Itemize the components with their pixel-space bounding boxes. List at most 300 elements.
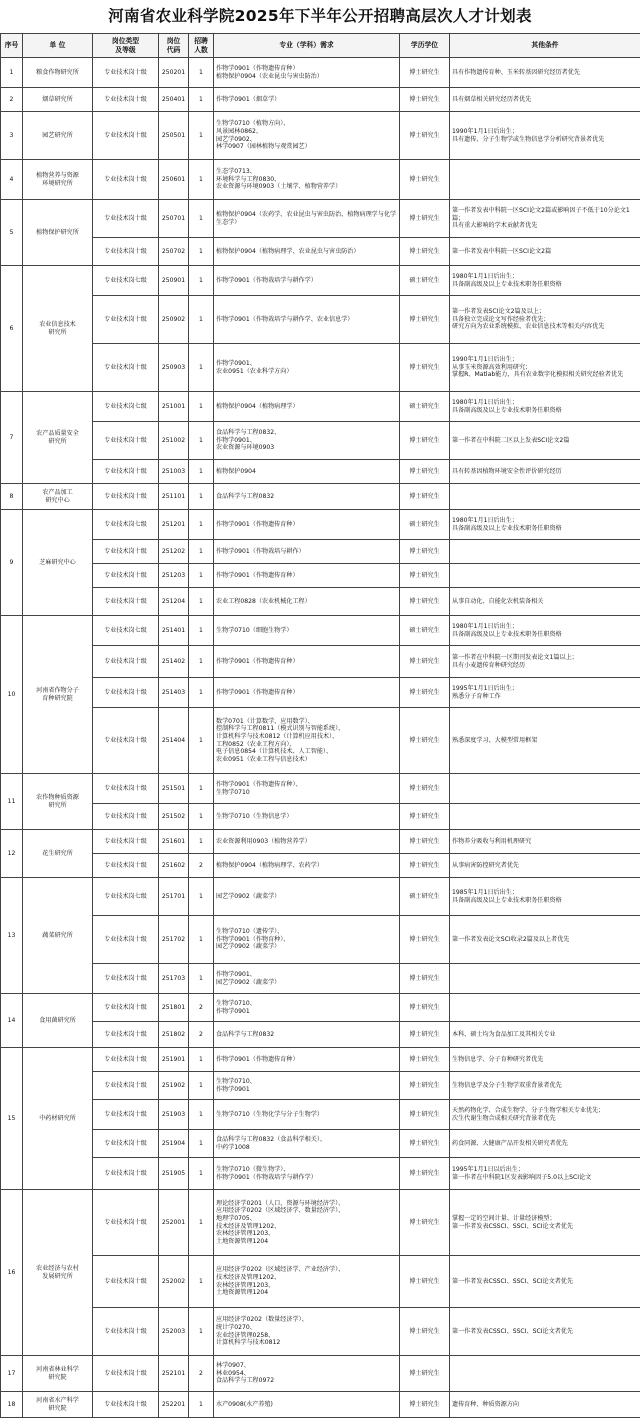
hire-count: 1 bbox=[189, 1130, 214, 1158]
hire-count: 1 bbox=[189, 88, 214, 112]
position-type: 专业技术岗十级 bbox=[93, 344, 159, 392]
hire-count: 1 bbox=[189, 646, 214, 678]
position-type: 专业技术岗七级 bbox=[93, 392, 159, 422]
hire-count: 1 bbox=[189, 238, 214, 266]
degree-requirement: 博士研究生 bbox=[400, 830, 450, 854]
other-conditions: 第一作者在中科院二区以上发表SCI论文2篇 bbox=[450, 422, 640, 460]
degree-requirement: 博士研究生 bbox=[400, 1072, 450, 1100]
table-row bbox=[1, 540, 640, 564]
unit-name: 农业经济与农村 发展研究所 bbox=[23, 1190, 93, 1356]
major-requirement: 作物学0901、 园艺学0902（蔬菜学） bbox=[214, 964, 400, 994]
degree-requirement: 博士研究生 bbox=[400, 344, 450, 392]
row-number: 8 bbox=[1, 484, 23, 510]
other-conditions: 1980年1月1日后出生； 具备副高级及以上专业技术职务任职资格 bbox=[450, 616, 640, 646]
position-type: 专业技术岗十级 bbox=[93, 540, 159, 564]
major-requirement: 食品科学与工程0832 bbox=[214, 484, 400, 510]
position-type: 专业技术岗十级 bbox=[93, 916, 159, 964]
row-number: 11 bbox=[1, 774, 23, 830]
major-requirement: 农业工程0828（农业机械化工程） bbox=[214, 588, 400, 616]
position-code: 250903 bbox=[159, 344, 189, 392]
degree-requirement: 博士研究生 bbox=[400, 804, 450, 830]
position-type: 专业技术岗十级 bbox=[93, 422, 159, 460]
table-row bbox=[1, 1100, 640, 1130]
table-row bbox=[1, 804, 640, 830]
other-conditions bbox=[450, 484, 640, 510]
other-conditions bbox=[450, 540, 640, 564]
table-row bbox=[1, 1022, 640, 1048]
position-type: 专业技术岗十级 bbox=[93, 994, 159, 1022]
major-requirement: 食品科学与工程0832（食品科学相关）、 中药学1008 bbox=[214, 1130, 400, 1158]
position-type: 专业技术岗十级 bbox=[93, 1356, 159, 1392]
other-conditions: 第一作者发表中科院一区SCI论文2篇或影响因子不低于10分论文1篇； 具有重大影响的学术贡献者优先 bbox=[450, 200, 640, 238]
position-type: 专业技术岗十级 bbox=[93, 708, 159, 774]
unit-name: 农作物种质资源 研究所 bbox=[23, 774, 93, 830]
table-row bbox=[1, 422, 640, 460]
position-type: 专业技术岗七级 bbox=[93, 878, 159, 916]
major-requirement: 植物保护0904（植物病理学、农业昆虫与害虫防治） bbox=[214, 238, 400, 266]
hire-count: 1 bbox=[189, 58, 214, 88]
page-title: 河南省农业科学院2025年下半年公开招聘高层次人才计划表 bbox=[108, 7, 532, 25]
hire-count: 2 bbox=[189, 854, 214, 878]
header-unit: 单 位 bbox=[23, 34, 93, 58]
position-type: 专业技术岗十级 bbox=[93, 238, 159, 266]
major-requirement: 作物学0901（作物遗传育种）、 生物学0710 bbox=[214, 774, 400, 804]
position-code: 251101 bbox=[159, 484, 189, 510]
hire-count: 2 bbox=[189, 1022, 214, 1048]
header-count: 招聘 人数 bbox=[189, 34, 214, 58]
hire-count: 1 bbox=[189, 1158, 214, 1190]
table-body bbox=[1, 58, 640, 1418]
other-conditions bbox=[450, 964, 640, 994]
other-conditions bbox=[450, 774, 640, 804]
table-row bbox=[1, 616, 640, 646]
header-code: 岗位 代码 bbox=[159, 34, 189, 58]
degree-requirement: 博士研究生 bbox=[400, 484, 450, 510]
table-row bbox=[1, 266, 640, 296]
unit-name: 河南省水产科学 研究院 bbox=[23, 1392, 93, 1418]
other-conditions: 具有转基因植物环境安全性评价研究经历 bbox=[450, 460, 640, 484]
degree-requirement: 博士研究生 bbox=[400, 1308, 450, 1356]
major-requirement: 植物保护0904（植物病理学、农药学） bbox=[214, 854, 400, 878]
hire-count: 1 bbox=[189, 392, 214, 422]
major-requirement: 生物学0710（微生物学）、 作物学0901（作物栽培学与耕作学） bbox=[214, 1158, 400, 1190]
hire-count: 1 bbox=[189, 200, 214, 238]
table-row bbox=[1, 460, 640, 484]
position-type: 专业技术岗十级 bbox=[93, 1100, 159, 1130]
degree-requirement: 博士研究生 bbox=[400, 1256, 450, 1308]
position-code: 251905 bbox=[159, 1158, 189, 1190]
table-row bbox=[1, 1072, 640, 1100]
table-row bbox=[1, 678, 640, 708]
hire-count: 1 bbox=[189, 1048, 214, 1072]
major-requirement: 生物学0710、 作物学0901 bbox=[214, 1072, 400, 1100]
position-type: 专业技术岗十级 bbox=[93, 484, 159, 510]
hire-count: 1 bbox=[189, 266, 214, 296]
position-code: 251201 bbox=[159, 510, 189, 540]
table-row bbox=[1, 58, 640, 88]
degree-requirement: 博士研究生 bbox=[400, 460, 450, 484]
row-number: 12 bbox=[1, 830, 23, 878]
other-conditions: 1995年1月1日后出生； 熟悉分子育种工作 bbox=[450, 678, 640, 708]
degree-requirement: 博士研究生 bbox=[400, 58, 450, 88]
other-conditions: 生物信息学及分子生物学双重背景者优先 bbox=[450, 1072, 640, 1100]
hire-count: 1 bbox=[189, 1072, 214, 1100]
position-type: 专业技术岗十级 bbox=[93, 804, 159, 830]
hire-count: 1 bbox=[189, 564, 214, 588]
degree-requirement: 博士研究生 bbox=[400, 964, 450, 994]
position-code: 250702 bbox=[159, 238, 189, 266]
degree-requirement: 博士研究生 bbox=[400, 564, 450, 588]
major-requirement: 植物保护0904（植物病理学） bbox=[214, 392, 400, 422]
table-row bbox=[1, 994, 640, 1022]
unit-name: 植物保护研究所 bbox=[23, 200, 93, 266]
table-row bbox=[1, 774, 640, 804]
position-code: 251702 bbox=[159, 916, 189, 964]
major-requirement: 生物学0710（植物方向）、 风景园林0862、 园艺学0902、 林学0907（园林植物与观赏园艺） bbox=[214, 112, 400, 160]
position-code: 251404 bbox=[159, 708, 189, 774]
table-row bbox=[1, 1392, 640, 1418]
other-conditions: 遗传育种、种质资源方向 bbox=[450, 1392, 640, 1418]
table-row bbox=[1, 588, 640, 616]
position-code: 252001 bbox=[159, 1190, 189, 1256]
other-conditions bbox=[450, 1356, 640, 1392]
position-type: 专业技术岗十级 bbox=[93, 1190, 159, 1256]
major-requirement: 作物学0901（作物栽培学与耕作学） bbox=[214, 266, 400, 296]
other-conditions: 1985年1月1日后出生； 具备副高级及以上专业技术职务任职资格 bbox=[450, 878, 640, 916]
major-requirement: 生物学0710（细胞生物学） bbox=[214, 616, 400, 646]
position-type: 专业技术岗十级 bbox=[93, 88, 159, 112]
unit-name: 花生研究所 bbox=[23, 830, 93, 878]
major-requirement: 作物学0901（作物遗传育种） bbox=[214, 678, 400, 708]
position-code: 252002 bbox=[159, 1256, 189, 1308]
hire-count: 1 bbox=[189, 1256, 214, 1308]
position-type: 专业技术岗十级 bbox=[93, 588, 159, 616]
position-type: 专业技术岗十级 bbox=[93, 1308, 159, 1356]
table-row bbox=[1, 88, 640, 112]
position-type: 专业技术岗七级 bbox=[93, 266, 159, 296]
table-row bbox=[1, 646, 640, 678]
row-number: 18 bbox=[1, 1392, 23, 1418]
degree-requirement: 博士研究生 bbox=[400, 1356, 450, 1392]
position-type: 专业技术岗十级 bbox=[93, 774, 159, 804]
position-type: 专业技术岗十级 bbox=[93, 1022, 159, 1048]
position-code: 251002 bbox=[159, 422, 189, 460]
position-code: 251903 bbox=[159, 1100, 189, 1130]
other-conditions: 作物养分吸收与利用机理研究 bbox=[450, 830, 640, 854]
position-type: 专业技术岗七级 bbox=[93, 510, 159, 540]
table-row bbox=[1, 344, 640, 392]
hire-count: 1 bbox=[189, 1190, 214, 1256]
unit-name: 烟草研究所 bbox=[23, 88, 93, 112]
position-code: 251602 bbox=[159, 854, 189, 878]
position-type: 专业技术岗十级 bbox=[93, 160, 159, 200]
degree-requirement: 博士研究生 bbox=[400, 1048, 450, 1072]
table-row bbox=[1, 1190, 640, 1256]
other-conditions: 熟悉深度学习、大模型常用框架 bbox=[450, 708, 640, 774]
position-type: 专业技术岗十级 bbox=[93, 296, 159, 344]
position-type: 专业技术岗十级 bbox=[93, 1256, 159, 1308]
position-code: 251203 bbox=[159, 564, 189, 588]
major-requirement: 作物学0901（作物遗传育种） bbox=[214, 1048, 400, 1072]
other-conditions: 从事自动化、自能化农机装备相关 bbox=[450, 588, 640, 616]
header-no: 序号 bbox=[1, 34, 23, 58]
position-type: 专业技术岗七级 bbox=[93, 616, 159, 646]
position-code: 251703 bbox=[159, 964, 189, 994]
degree-requirement: 博士研究生 bbox=[400, 540, 450, 564]
unit-name: 植物营养与资源 环境研究所 bbox=[23, 160, 93, 200]
position-type: 专业技术岗十级 bbox=[93, 678, 159, 708]
unit-name: 农业信息技术 研究所 bbox=[23, 266, 93, 392]
unit-name: 农产品加工 研究中心 bbox=[23, 484, 93, 510]
other-conditions: 药食同源、大健康产品开发相关研究者优先 bbox=[450, 1130, 640, 1158]
major-requirement: 作物学0901（作物栽培学与耕作学、农业信息学） bbox=[214, 296, 400, 344]
row-number: 4 bbox=[1, 160, 23, 200]
other-conditions bbox=[450, 564, 640, 588]
major-requirement: 植物保护0904 bbox=[214, 460, 400, 484]
hire-count: 1 bbox=[189, 878, 214, 916]
major-requirement: 作物学0901、 农业0951（农业科学方向） bbox=[214, 344, 400, 392]
major-requirement: 生物学0710、 作物学0901 bbox=[214, 994, 400, 1022]
hire-count: 1 bbox=[189, 460, 214, 484]
row-number: 5 bbox=[1, 200, 23, 266]
position-type: 专业技术岗十级 bbox=[93, 1048, 159, 1072]
major-requirement: 作物学0901（作物遗传育种） 植物保护0904（农业昆虫与害虫防治） bbox=[214, 58, 400, 88]
other-conditions: 第一作者发表论文SCI收录2篇及以上者优先 bbox=[450, 916, 640, 964]
position-type: 专业技术岗十级 bbox=[93, 1130, 159, 1158]
position-type: 专业技术岗十级 bbox=[93, 112, 159, 160]
hire-count: 1 bbox=[189, 422, 214, 460]
degree-requirement: 博士研究生 bbox=[400, 994, 450, 1022]
other-conditions: 第一作者发表CSSCI、SSCI、SCI论文者优先 bbox=[450, 1256, 640, 1308]
position-type: 专业技术岗十级 bbox=[93, 646, 159, 678]
header-degree: 学历学位 bbox=[400, 34, 450, 58]
row-number: 1 bbox=[1, 58, 23, 88]
degree-requirement: 博士研究生 bbox=[400, 112, 450, 160]
other-conditions: 具有作物遗传育种、玉米转基因研究经历者优先 bbox=[450, 58, 640, 88]
table-row bbox=[1, 1048, 640, 1072]
degree-requirement: 博士研究生 bbox=[400, 678, 450, 708]
other-conditions: 从事病害防控研究者优先 bbox=[450, 854, 640, 878]
degree-requirement: 硕士研究生 bbox=[400, 392, 450, 422]
table-row bbox=[1, 238, 640, 266]
position-code: 252101 bbox=[159, 1356, 189, 1392]
row-number: 13 bbox=[1, 878, 23, 994]
major-requirement: 应用经济学0202（区域经济学、产业经济学）、 技术经济及管理1202、 农林经济管理1203、 土地资源管理1204 bbox=[214, 1256, 400, 1308]
position-type: 专业技术岗十级 bbox=[93, 830, 159, 854]
degree-requirement: 硕士研究生 bbox=[400, 510, 450, 540]
position-code: 251802 bbox=[159, 1022, 189, 1048]
degree-requirement: 博士研究生 bbox=[400, 588, 450, 616]
degree-requirement: 硕士研究生 bbox=[400, 266, 450, 296]
hire-count: 1 bbox=[189, 1308, 214, 1356]
row-number: 2 bbox=[1, 88, 23, 112]
degree-requirement: 博士研究生 bbox=[400, 916, 450, 964]
other-conditions: 具有烟草相关研究经历者优先 bbox=[450, 88, 640, 112]
major-requirement: 植物保护0904（农药学、农业昆虫与害虫防治、植物病理学与化学生态学） bbox=[214, 200, 400, 238]
degree-requirement: 硕士研究生 bbox=[400, 878, 450, 916]
major-requirement: 作物学0901（作物遗传育种） bbox=[214, 646, 400, 678]
hire-count: 1 bbox=[189, 678, 214, 708]
table-row bbox=[1, 296, 640, 344]
major-requirement: 数学0701（计算数学、应用数学）、 控制科学与工程0811（模式识别与智能系统）、 计算机科学与技术0812（计算机应用技术）、 工程0852（农业工程方向）、 电子信息0854（计算机技术、人工智能）、 农业0951（农业工程与信息技术） bbox=[214, 708, 400, 774]
hire-count: 1 bbox=[189, 708, 214, 774]
position-code: 252003 bbox=[159, 1308, 189, 1356]
position-type: 专业技术岗十级 bbox=[93, 200, 159, 238]
degree-requirement: 博士研究生 bbox=[400, 422, 450, 460]
major-requirement: 生物学0710（生物信息学） bbox=[214, 804, 400, 830]
position-code: 251501 bbox=[159, 774, 189, 804]
position-code: 251401 bbox=[159, 616, 189, 646]
other-conditions: 1990年1月1日后出生； 具有遗传、分子生物学或生物信息学分析研究背景者优先 bbox=[450, 112, 640, 160]
table-row bbox=[1, 112, 640, 160]
hire-count: 1 bbox=[189, 160, 214, 200]
position-code: 250601 bbox=[159, 160, 189, 200]
row-number: 6 bbox=[1, 266, 23, 392]
other-conditions: 第一作者发表SCI论文2篇及以上； 具备独立完成论文写作经验者优先； 研究方向为农业系统模拟、农业信息技术等相关内容优先 bbox=[450, 296, 640, 344]
row-number: 10 bbox=[1, 616, 23, 774]
table-row bbox=[1, 1158, 640, 1190]
table-row bbox=[1, 1308, 640, 1356]
row-number: 7 bbox=[1, 392, 23, 484]
other-conditions bbox=[450, 804, 640, 830]
degree-requirement: 博士研究生 bbox=[400, 1158, 450, 1190]
degree-requirement: 博士研究生 bbox=[400, 1190, 450, 1256]
header-other: 其他条件 bbox=[450, 34, 640, 58]
major-requirement: 理论经济学0201（人口、资源与环境经济学）、 应用经济学0202（区域经济学、数量经济学）、 地理学0705、 技术经济及管理1202、 农林经济管理1203、 土地资源管理1204 bbox=[214, 1190, 400, 1256]
degree-requirement: 硕士研究生 bbox=[400, 616, 450, 646]
major-requirement: 食品科学与工程0832 bbox=[214, 1022, 400, 1048]
table-row bbox=[1, 1356, 640, 1392]
major-requirement: 生物学0710（遗传学）、 作物学0901（作物育种）、 园艺学0902（蔬菜学） bbox=[214, 916, 400, 964]
other-conditions: 1980年1月1日后出生； 具备副高级及以上专业技术职务任职资格 bbox=[450, 510, 640, 540]
header-type: 岗位类型 及等级 bbox=[93, 34, 159, 58]
position-code: 251901 bbox=[159, 1048, 189, 1072]
other-conditions: 生物信息学、分子育种研究者优先 bbox=[450, 1048, 640, 1072]
degree-requirement: 博士研究生 bbox=[400, 1100, 450, 1130]
position-type: 专业技术岗十级 bbox=[93, 460, 159, 484]
table-row bbox=[1, 392, 640, 422]
degree-requirement: 博士研究生 bbox=[400, 200, 450, 238]
hire-count: 1 bbox=[189, 830, 214, 854]
hire-count: 1 bbox=[189, 510, 214, 540]
position-code: 251202 bbox=[159, 540, 189, 564]
position-code: 250201 bbox=[159, 58, 189, 88]
hire-count: 1 bbox=[189, 344, 214, 392]
table-row bbox=[1, 878, 640, 916]
other-conditions: 第一作者发表中科院一区SCI论文2篇 bbox=[450, 238, 640, 266]
unit-name: 园艺研究所 bbox=[23, 112, 93, 160]
major-requirement: 作物学0901（作物栽培与耕作） bbox=[214, 540, 400, 564]
other-conditions: 掌握一定的空间计量、计量经济模型； 第一作者发表CSSCI、SSCI、SCI论文者优先 bbox=[450, 1190, 640, 1256]
position-code: 250901 bbox=[159, 266, 189, 296]
hire-count: 2 bbox=[189, 1356, 214, 1392]
other-conditions: 天然药物化学、合成生物学、分子生物学相关专业优先； 次生代谢生物合成相关研究背景者优先 bbox=[450, 1100, 640, 1130]
position-code: 252201 bbox=[159, 1392, 189, 1418]
table-row bbox=[1, 1256, 640, 1308]
position-code: 251001 bbox=[159, 392, 189, 422]
other-conditions: 本科、硕士均为食品加工及其相关专业 bbox=[450, 1022, 640, 1048]
recruitment-table bbox=[0, 33, 640, 1418]
hire-count: 1 bbox=[189, 964, 214, 994]
position-code: 251601 bbox=[159, 830, 189, 854]
row-number: 9 bbox=[1, 510, 23, 616]
position-code: 251204 bbox=[159, 588, 189, 616]
hire-count: 1 bbox=[189, 774, 214, 804]
degree-requirement: 博士研究生 bbox=[400, 1392, 450, 1418]
hire-count: 2 bbox=[189, 994, 214, 1022]
major-requirement: 园艺学0902（蔬菜学） bbox=[214, 878, 400, 916]
position-code: 251701 bbox=[159, 878, 189, 916]
table-row bbox=[1, 1130, 640, 1158]
row-number: 17 bbox=[1, 1356, 23, 1392]
hire-count: 1 bbox=[189, 916, 214, 964]
unit-name: 芝麻研究中心 bbox=[23, 510, 93, 616]
hire-count: 1 bbox=[189, 296, 214, 344]
hire-count: 1 bbox=[189, 1392, 214, 1418]
unit-name: 蔬菜研究所 bbox=[23, 878, 93, 994]
unit-name: 食用菌研究所 bbox=[23, 994, 93, 1048]
position-code: 250701 bbox=[159, 200, 189, 238]
major-requirement: 林学0907、 林业0954、 食品科学与工程0972 bbox=[214, 1356, 400, 1392]
degree-requirement: 博士研究生 bbox=[400, 854, 450, 878]
hire-count: 1 bbox=[189, 616, 214, 646]
unit-name: 河南省作物分子 育种研究院 bbox=[23, 616, 93, 774]
major-requirement: 生物学0710（生物化学与分子生物学） bbox=[214, 1100, 400, 1130]
row-number: 15 bbox=[1, 1048, 23, 1190]
major-requirement: 作物学0901（作物遗传育种） bbox=[214, 564, 400, 588]
other-conditions bbox=[450, 160, 640, 200]
table-row bbox=[1, 916, 640, 964]
other-conditions: 1995年1月1日以后出生； 第一作者在中科院1区发表影响因子5.0以上SCI论文 bbox=[450, 1158, 640, 1190]
position-code: 250401 bbox=[159, 88, 189, 112]
table-row bbox=[1, 708, 640, 774]
hire-count: 1 bbox=[189, 588, 214, 616]
other-conditions: 第一作者在中科院一区期刊发表论文1篇以上； 具有小麦遗传育种研究经历 bbox=[450, 646, 640, 678]
degree-requirement: 博士研究生 bbox=[400, 88, 450, 112]
degree-requirement: 博士研究生 bbox=[400, 238, 450, 266]
position-type: 专业技术岗十级 bbox=[93, 854, 159, 878]
position-type: 专业技术岗十级 bbox=[93, 1392, 159, 1418]
position-type: 专业技术岗十级 bbox=[93, 564, 159, 588]
row-number: 14 bbox=[1, 994, 23, 1048]
degree-requirement: 博士研究生 bbox=[400, 296, 450, 344]
major-requirement: 食品科学与工程0832、 作物学0901、 农业资源与环境0903 bbox=[214, 422, 400, 460]
other-conditions: 1990年1月1日后出生； 从事玉米资源高效利用研究； 掌握R、Matlab能力，具有农业数字化模拟相关研究经验者优先 bbox=[450, 344, 640, 392]
major-requirement: 水产0908(水产养殖) bbox=[214, 1392, 400, 1418]
header-row bbox=[1, 34, 640, 58]
major-requirement: 应用经济学0202（数量经济学）、 统计学0270、 农业经济管理0258、 计算机科学与技术0812 bbox=[214, 1308, 400, 1356]
table-row bbox=[1, 854, 640, 878]
unit-name: 河南省林业科学 研究院 bbox=[23, 1356, 93, 1392]
major-requirement: 作物学0901（作物遗传育种） bbox=[214, 510, 400, 540]
other-conditions bbox=[450, 994, 640, 1022]
position-code: 251902 bbox=[159, 1072, 189, 1100]
table-row bbox=[1, 510, 640, 540]
position-type: 专业技术岗十级 bbox=[93, 1158, 159, 1190]
position-code: 250501 bbox=[159, 112, 189, 160]
table-row bbox=[1, 160, 640, 200]
hire-count: 1 bbox=[189, 112, 214, 160]
degree-requirement: 博士研究生 bbox=[400, 1022, 450, 1048]
position-type: 专业技术岗十级 bbox=[93, 964, 159, 994]
position-code: 251801 bbox=[159, 994, 189, 1022]
header-major: 专业（学科）需求 bbox=[214, 34, 400, 58]
other-conditions: 1980年1月1日后出生； 具备副高级及以上专业技术职务任职资格 bbox=[450, 392, 640, 422]
table-row bbox=[1, 200, 640, 238]
degree-requirement: 博士研究生 bbox=[400, 646, 450, 678]
position-code: 250902 bbox=[159, 296, 189, 344]
position-type: 专业技术岗十级 bbox=[93, 58, 159, 88]
